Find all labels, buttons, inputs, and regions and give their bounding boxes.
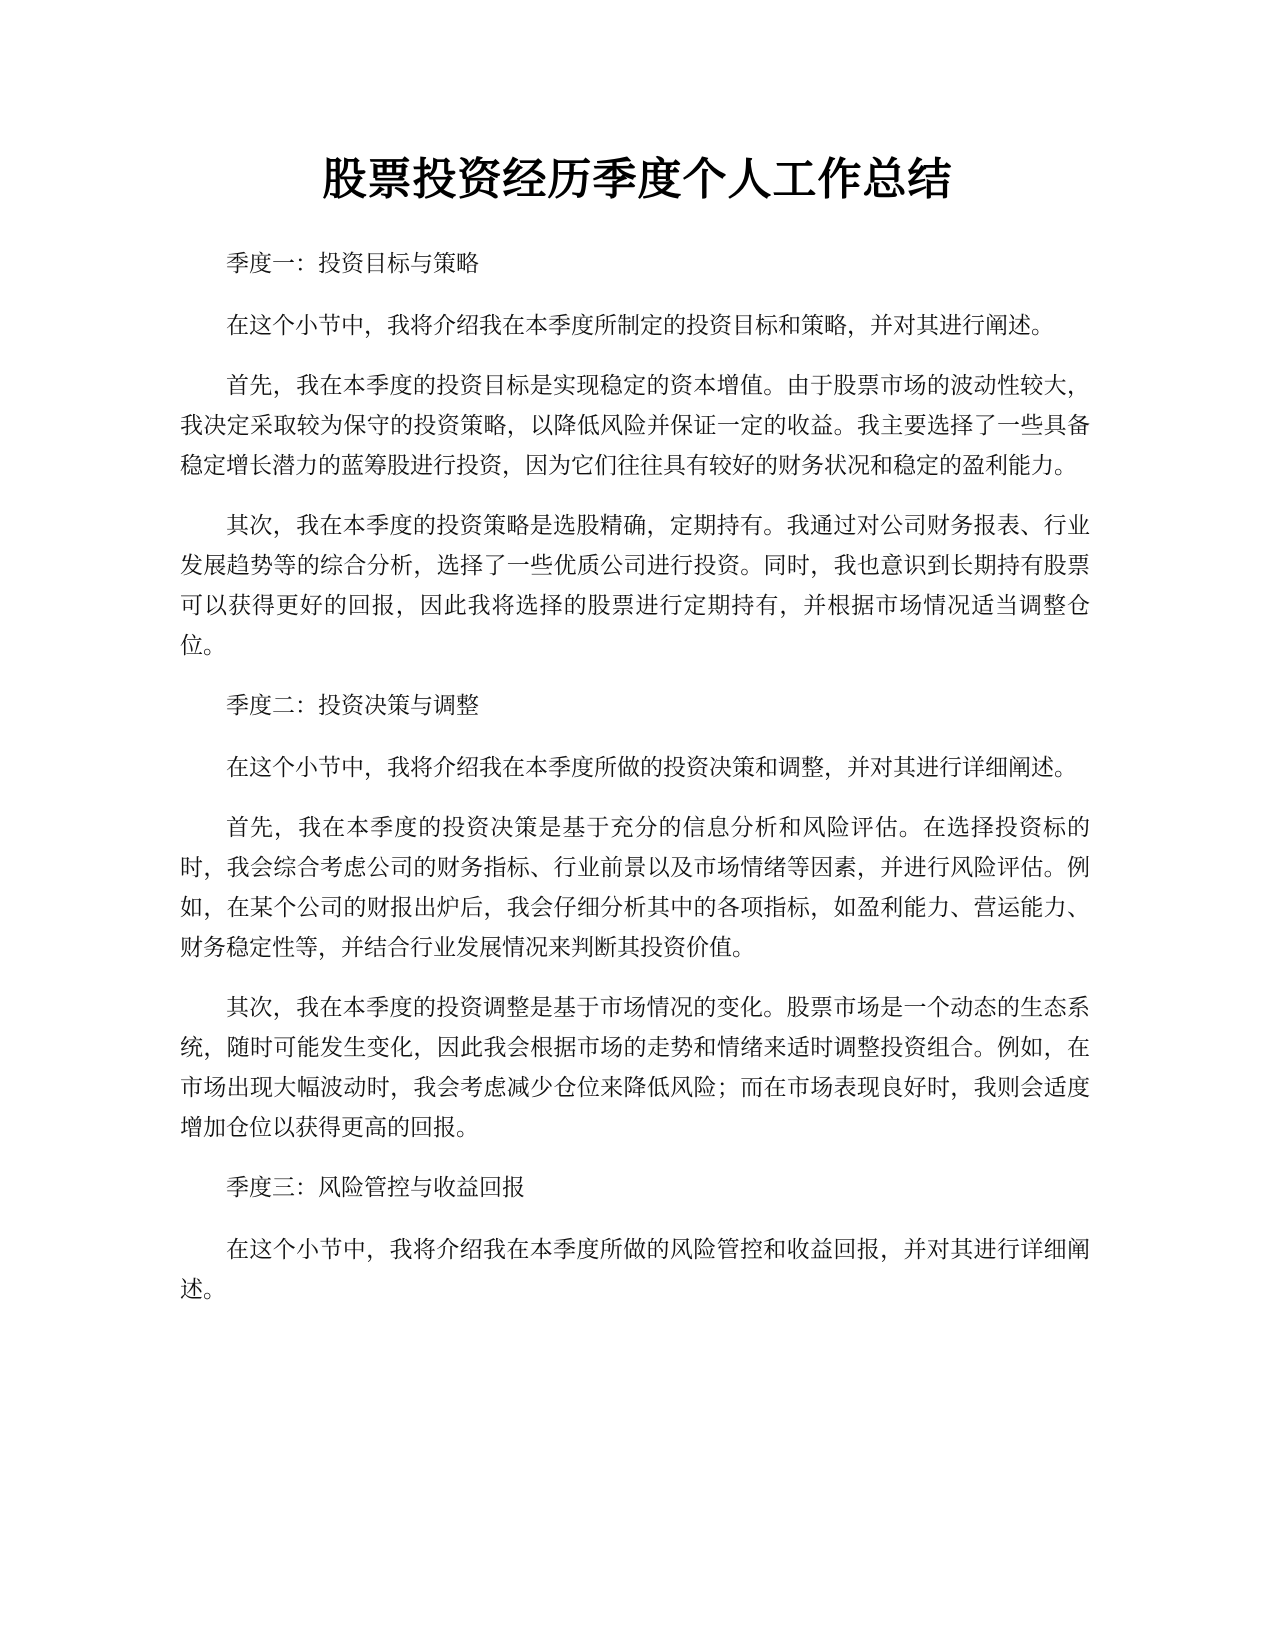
paragraph: 在这个小节中，我将介绍我在本季度所做的风险管控和收益回报，并对其进行详细阐述。 [180,1237,1090,1303]
paragraph: 其次，我在本季度的投资策略是选股精确，定期持有。我通过对公司财务报表、行业发展趋势等的综合分析，选择了一些优质公司进行投资。同时，我也意识到长期持有股票可以获得更好的回报，因此我将选择的股票进行定期持有，并根据市场情况适当调整仓位。 [180,513,1090,659]
paragraph: 首先，我在本季度的投资决策是基于充分的信息分析和风险评估。在选择投资标的时，我会综合考虑公司的财务指标、行业前景以及市场情绪等因素，并进行风险评估。例如，在某个公司的财报出炉后，我会仔细分析其中的各项指标，如盈利能力、营运能力、财务稳定性等，并结合行业发展情况来判断其投资价值。 [180,815,1090,961]
section-heading-q2: 季度二：投资决策与调整 [226,693,479,719]
paragraph: 首先，我在本季度的投资目标是实现稳定的资本增值。由于股票市场的波动性较大，我决定采取较为保守的投资策略，以降低风险并保证一定的收益。我主要选择了一些具备稳定增长潜力的蓝筹股进行投资，因为它们往往具有较好的财务状况和稳定的盈利能力。 [180,373,1090,479]
document-body [180,244,1090,1330]
paragraph: 其次，我在本季度的投资调整是基于市场情况的变化。股票市场是一个动态的生态系统，随时可能发生变化，因此我会根据市场的走势和情绪来适时调整投资组合。例如，在市场出现大幅波动时，我会考虑减少仓位来降低风险；而在市场表现良好时，我则会适度增加仓位以获得更高的回报。 [180,995,1090,1141]
section-heading-q3: 季度三：风险管控与收益回报 [226,1175,525,1201]
document-title: 股票投资经历季度个人工作总结 [322,154,953,205]
section-heading-q1: 季度一：投资目标与策略 [226,251,479,277]
paragraph: 在这个小节中，我将介绍我在本季度所制定的投资目标和策略，并对其进行阐述。 [226,313,1054,339]
paragraph: 在这个小节中，我将介绍我在本季度所做的投资决策和调整，并对其进行详细阐述。 [226,755,1077,781]
